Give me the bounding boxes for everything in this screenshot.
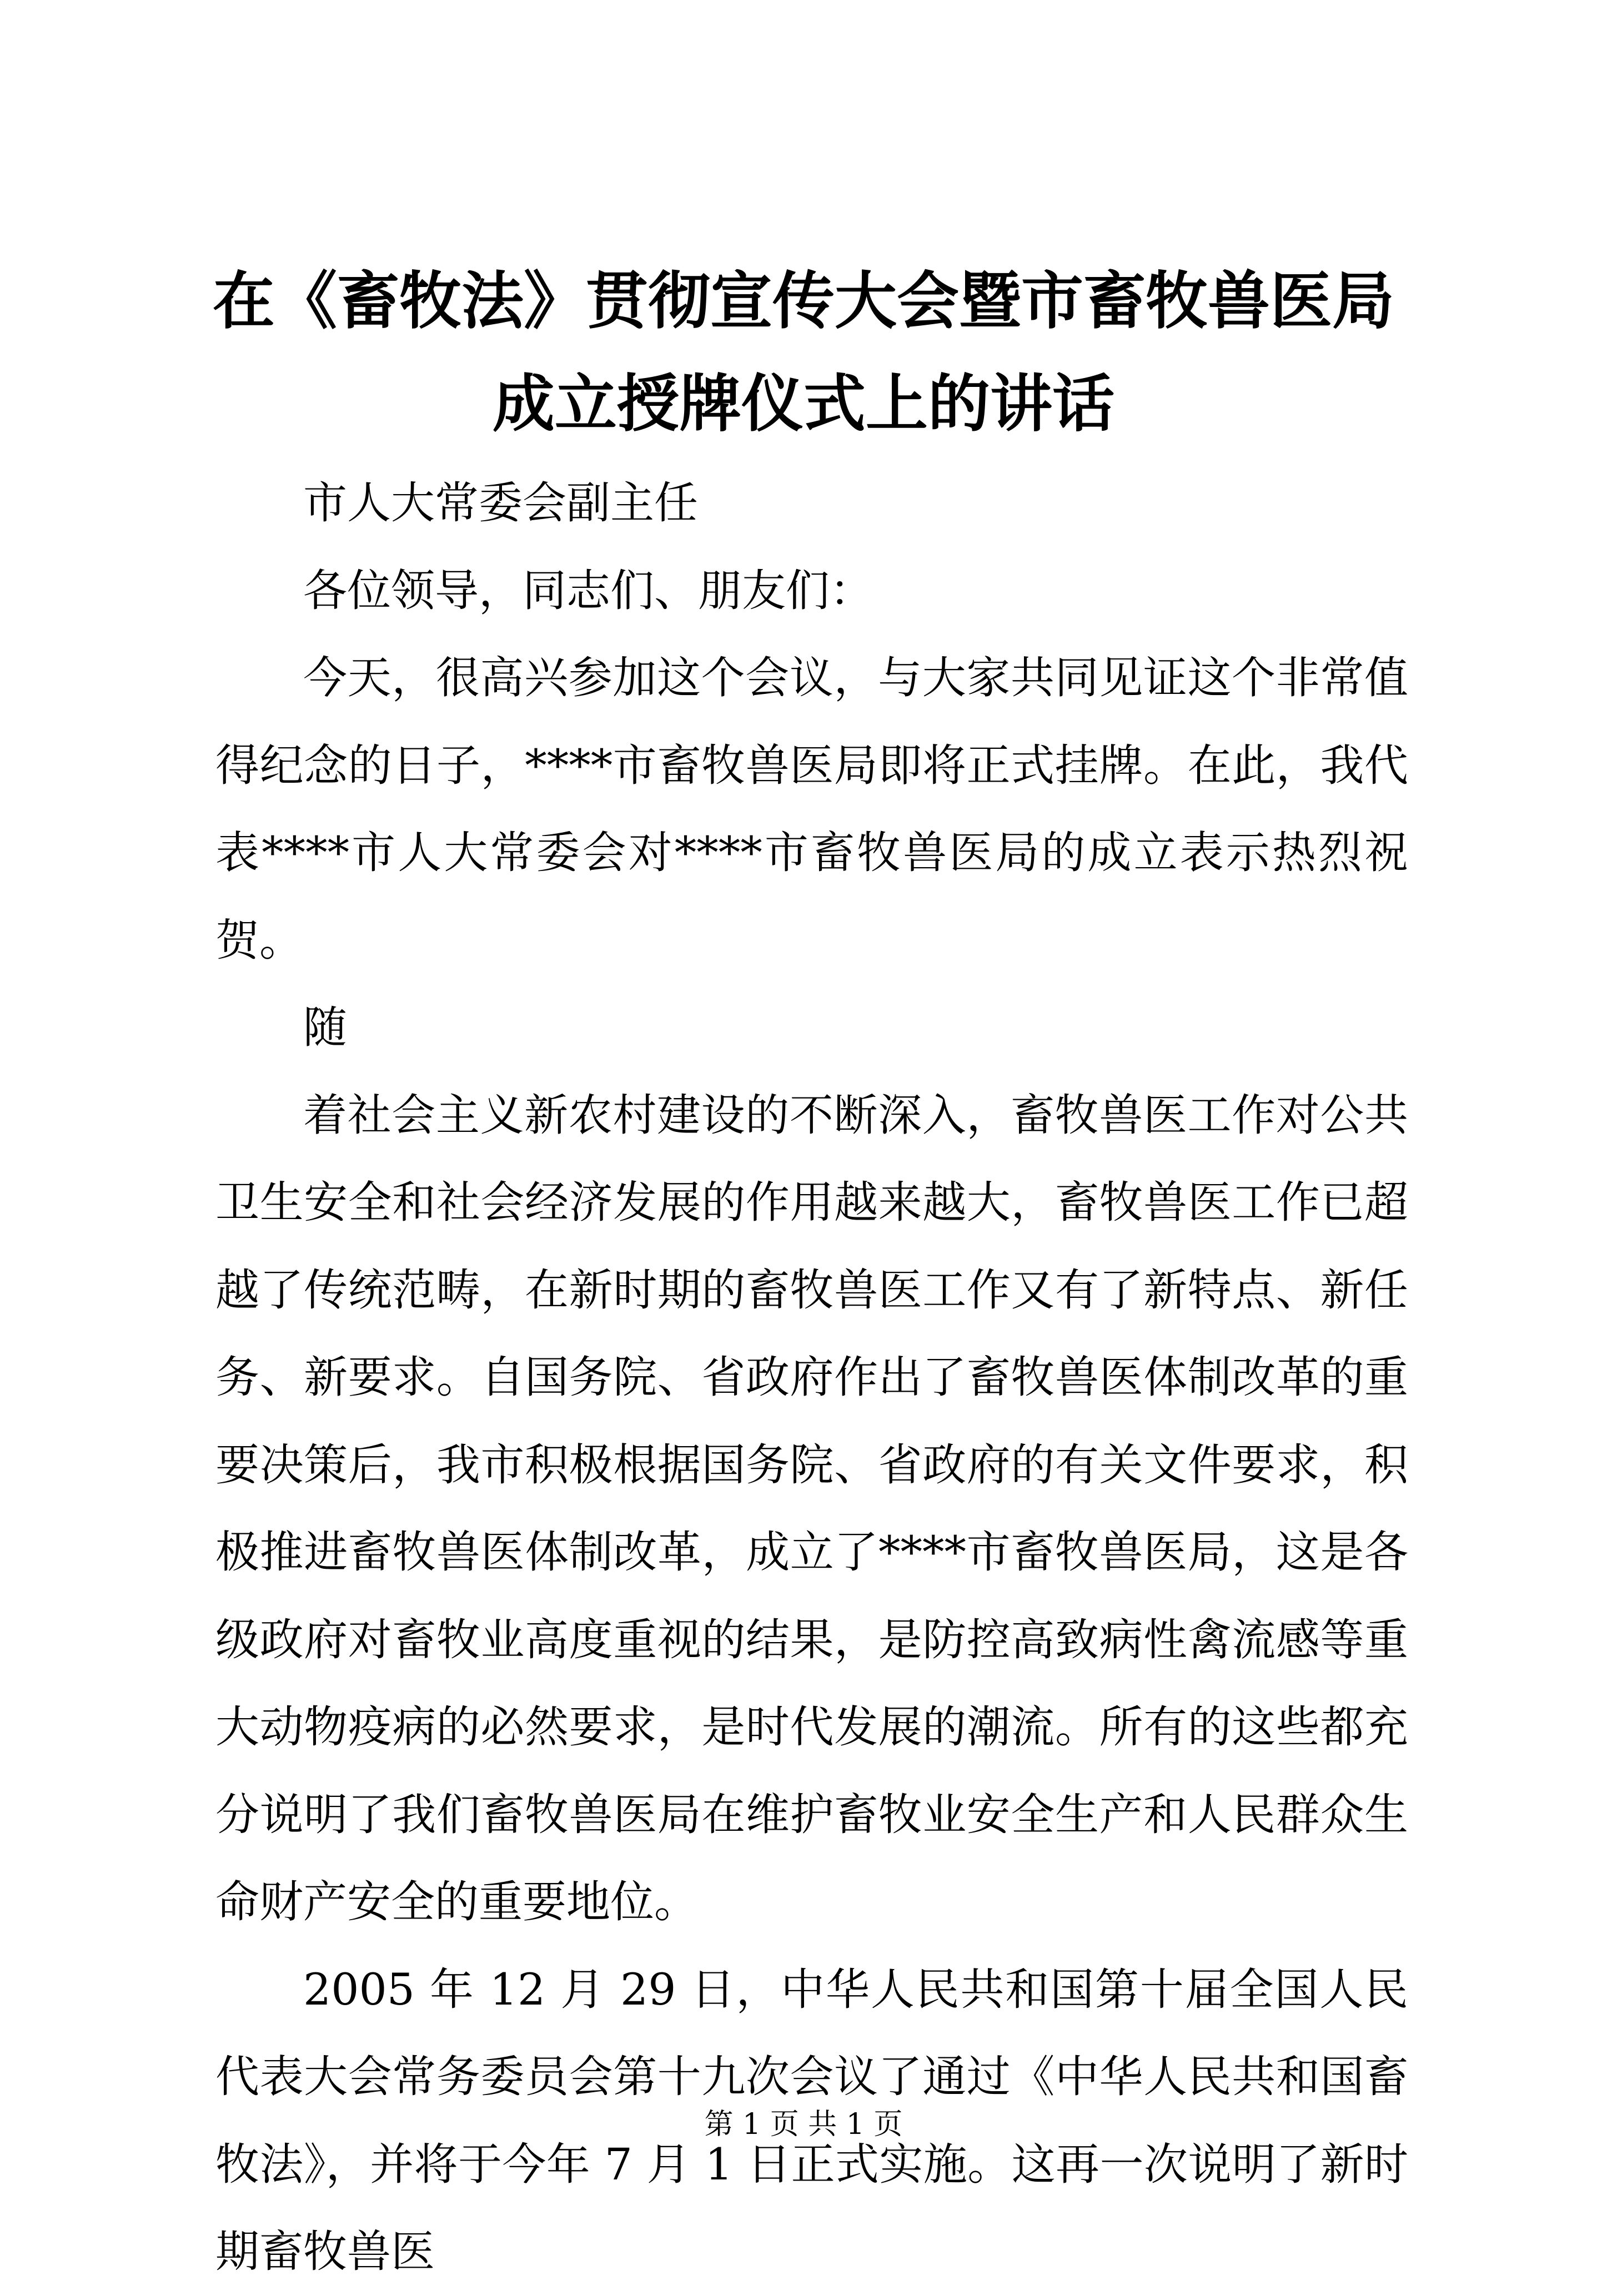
- paragraph: 着社会主义新农村建设的不断深入，畜牧兽医工作对公共卫生安全和社会经济发展的作用越来越大，畜牧兽医工作已超越了传统范畴，在新时期的畜牧兽医工作又有了新特点、新任务、新要求。自国务院、省政府作出了畜牧兽医体制改革的重要决策后，我市积极根据国务院、省政府的有关文件要求，积极推进畜牧兽医体制改革，成立了****市畜牧兽医局，这是各级政府对畜牧业高度重视的结果，是防控高致病性禽流感等重大动物疫病的必然要求，是时代发展的潮流。所有的这些都充分说明了我们畜牧兽医局在维护畜牧业安全生产和人民群众生命财产安全的重要地位。: [215, 1089, 1408, 1927]
- document-title: 在《畜牧法》贯彻宣传大会暨市畜牧兽医局成立授牌仪式上的讲话: [213, 265, 1394, 440]
- document-body: [215, 460, 1408, 2296]
- page-number-footer: 第 1 页 共 1 页: [704, 2108, 903, 2141]
- paragraph: 随: [303, 1002, 347, 1053]
- paragraph: 今天，很高兴参加这个会议，与大家共同见证这个非常值得纪念的日子，****市畜牧兽医局即将正式挂牌。在此，我代表****市人大常委会对****市畜牧兽医局的成立表示热烈祝贺。: [215, 652, 1408, 966]
- author-line: 市人大常委会副主任: [303, 477, 698, 528]
- paragraph: 2005 年 12 月 29 日，中华人民共和国第十届全国人民代表大会常务委员会第十九次会议了通过《中华人民共和国畜牧法》，并将于今年 7 月 1 日正式实施。这再一次说明了新时期畜牧兽医: [215, 1963, 1408, 2277]
- salutation: 各位领导，同志们、朋友们：: [303, 565, 873, 616]
